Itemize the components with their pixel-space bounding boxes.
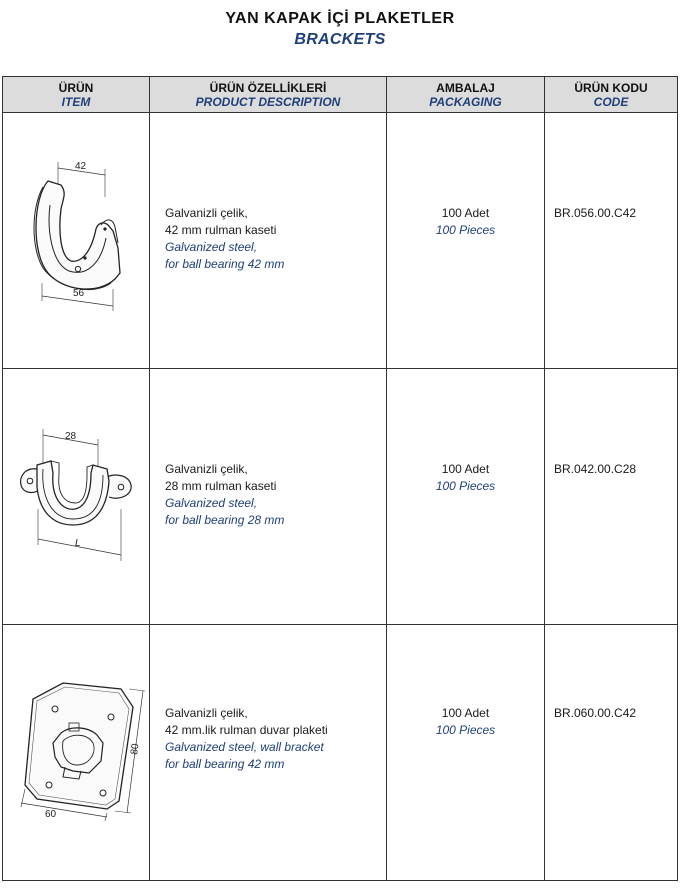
product-code: BR.060.00.C42	[554, 706, 637, 720]
description-tr-line: 28 mm rulman kaseti	[165, 479, 277, 493]
dimension-label-bottom: 56	[73, 288, 85, 299]
packaging-en: 100 Pieces	[435, 479, 496, 493]
description-en-line: Galvanized steel, wall bracket	[165, 740, 324, 754]
column-header-tr: AMBALAJ	[436, 80, 495, 95]
column-header-tr: ÜRÜN ÖZELLİKLERİ	[209, 80, 327, 95]
description-tr-line: Galvanizli çelik,	[165, 206, 248, 220]
column-header-description	[150, 77, 387, 113]
product-code: BR.056.00.C42	[554, 206, 637, 220]
packaging-cell	[387, 113, 545, 369]
description-cell	[150, 369, 387, 625]
description-cell	[150, 113, 387, 369]
product-image-cell	[3, 625, 150, 881]
column-header-en: PRODUCT DESCRIPTION	[195, 94, 341, 109]
dimension-label-side: 80	[129, 742, 142, 756]
table-row	[3, 369, 678, 625]
packaging-tr: 100 Adet	[441, 206, 490, 220]
packaging-en: 100 Pieces	[435, 723, 496, 737]
product-table	[2, 76, 678, 881]
page-subtitle: BRACKETS	[294, 31, 386, 48]
description-tr-line: 42 mm.lik rulman duvar plaketi	[165, 723, 328, 737]
wall-bracket-plate-illustration	[3, 625, 150, 880]
packaging-tr: 100 Adet	[441, 706, 490, 720]
column-header-packaging	[387, 77, 545, 113]
description-tr-line: Galvanizli çelik,	[165, 462, 248, 476]
dimension-label-top: 42	[75, 161, 87, 172]
table-row	[3, 113, 678, 369]
description-en-line: Galvanized steel,	[165, 496, 258, 510]
description-en-line: for ball bearing 28 mm	[165, 513, 285, 527]
bracket-28-illustration	[3, 369, 150, 624]
description-en-line: Galvanized steel,	[165, 240, 258, 254]
description-en-line: for ball bearing 42 mm	[165, 757, 285, 771]
description-tr-line: 42 mm rulman kaseti	[165, 223, 277, 237]
product-image-cell	[3, 113, 150, 369]
table-header-row	[3, 77, 678, 113]
dimension-label-top: 28	[65, 431, 77, 442]
column-header-en: PACKAGING	[429, 94, 502, 109]
table-row	[3, 625, 678, 881]
product-image-cell	[3, 369, 150, 625]
code-cell	[545, 625, 678, 881]
packaging-tr: 100 Adet	[441, 462, 490, 476]
dimension-label-bottom: 60	[45, 809, 57, 820]
column-header-code	[545, 77, 678, 113]
code-cell	[545, 113, 678, 369]
packaging-en: 100 Pieces	[435, 223, 496, 237]
page-title: YAN KAPAK İÇİ PLAKETLER	[225, 10, 455, 27]
column-header-en: ITEM	[61, 94, 91, 109]
product-code: BR.042.00.C28	[554, 462, 637, 476]
column-header-item	[3, 77, 150, 113]
packaging-cell	[387, 369, 545, 625]
description-en-line: for ball bearing 42 mm	[165, 257, 285, 271]
packaging-cell	[387, 625, 545, 881]
column-header-en: CODE	[593, 94, 629, 109]
column-header-tr: ÜRÜN	[58, 80, 94, 95]
description-tr-line: Galvanizli çelik,	[165, 706, 248, 720]
bracket-42-illustration	[3, 113, 150, 368]
code-cell	[545, 369, 678, 625]
column-header-tr: ÜRÜN KODU	[574, 80, 648, 95]
description-cell	[150, 625, 387, 881]
dimension-label-bottom: L	[75, 538, 81, 549]
